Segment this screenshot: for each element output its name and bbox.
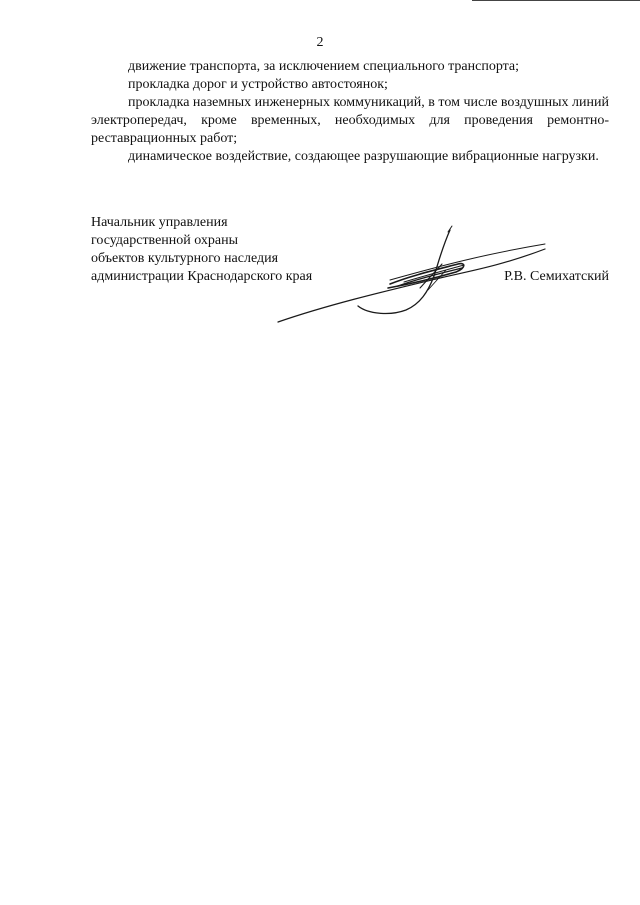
paragraph-roads: прокладка дорог и устройство автостоянок; xyxy=(128,77,388,92)
handwritten-signature xyxy=(270,218,560,330)
paragraph-vibration: динамическое воздействие, создающее разрушающие вибрационные нагрузки. xyxy=(128,149,599,164)
paragraph-utilities: прокладка наземных инженерных коммуникаций, в том числе воздушных линий электропередач, кроме временных, необходимых для проведения ремонтно-реставрационных работ; xyxy=(91,95,609,146)
restrictions-list xyxy=(91,58,609,166)
signer-name: Р.В. Семихатский xyxy=(504,269,609,284)
page-number: 2 xyxy=(316,35,324,50)
signer-title-line: объектов культурного наследия xyxy=(91,251,279,266)
signer-title-line: Начальник управления xyxy=(91,215,228,230)
signer-title-line: государственной охраны xyxy=(91,233,239,248)
paragraph-transport: движение транспорта, за исключением специального транспорта; xyxy=(128,59,520,74)
signer-title-line: администрации Краснодарского края xyxy=(91,269,313,284)
top-edge-line xyxy=(472,0,640,1)
